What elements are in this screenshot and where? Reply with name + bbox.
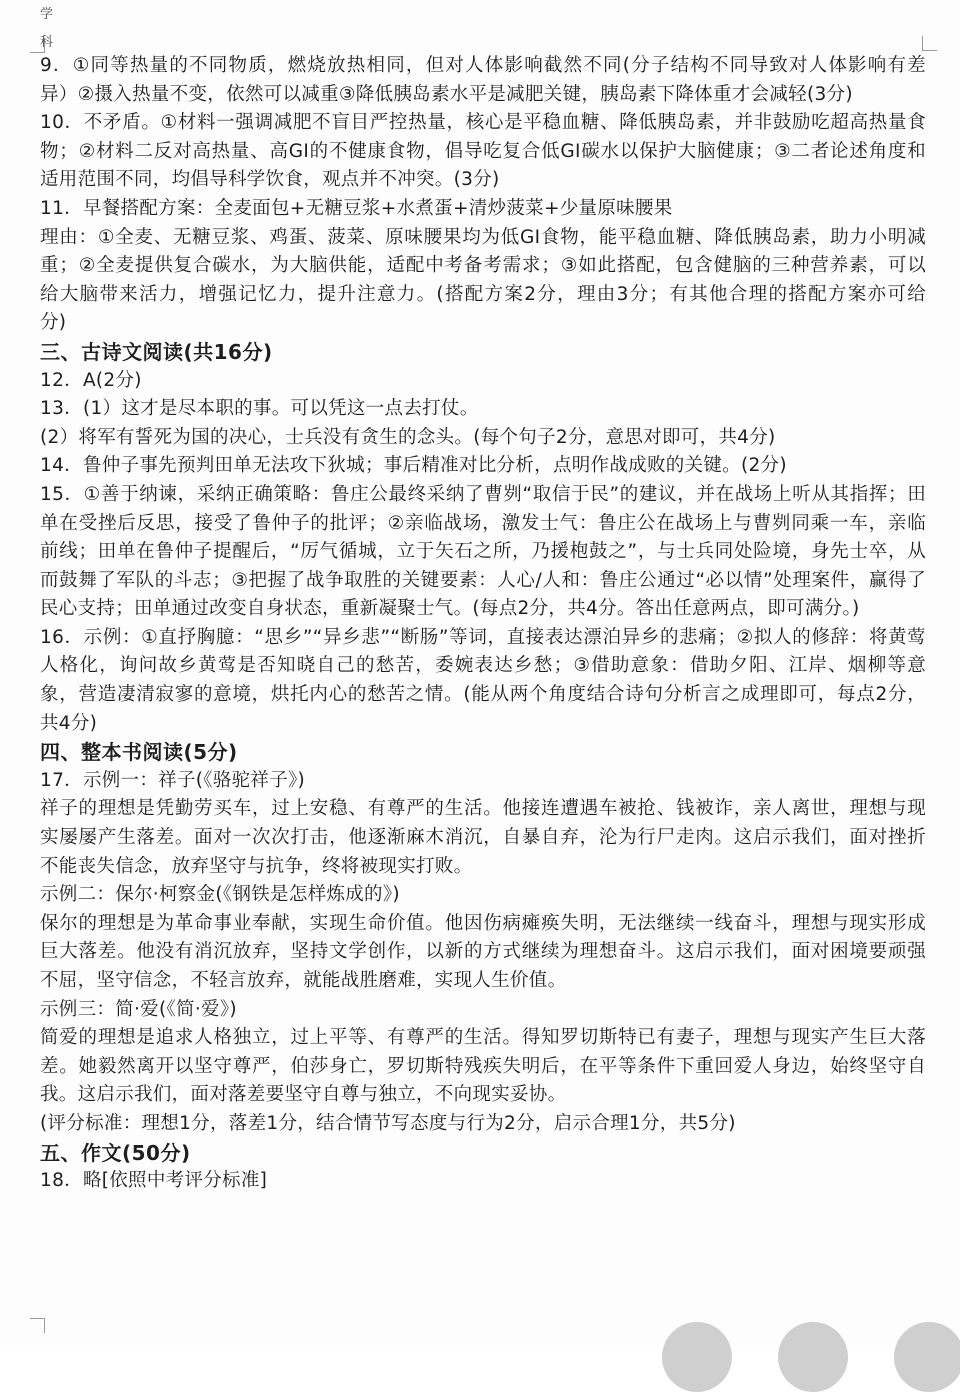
text-line: 不能丧失信念，放弃坚守与抗争，终将被现实打败。 xyxy=(40,855,473,877)
text-line: 物；②材料二反对高热量、高GI的不健康食物，倡导吃复合低GI碳水以保护大脑健康；③二者论述角度和 xyxy=(40,140,926,162)
text-line: (2）将军有誓死为国的决心，士兵没有贪生的念头。(每个句子2分，意思对即可，共4分) xyxy=(40,426,776,448)
text-line: 18．略[依照中考评分标准] xyxy=(40,1170,268,1192)
floating-button-1[interactable] xyxy=(662,1322,732,1392)
crop-mark-bottom-left xyxy=(30,1318,45,1333)
text-line: (评分标准：理想1分，落差1分，结合情节写态度与行为2分，启示合理1分，共5分) xyxy=(40,1112,736,1134)
text-line: 民心支持；田单通过改变自身状态，重新凝聚士气。(每点2分，共4分。答出任意两点，即可满分。) xyxy=(40,598,860,620)
text-line: 15．①善于纳谏，采纳正确策略：鲁庄公最终采纳了曹刿“取信于民”的建议，并在战场上听从其指挥；田 xyxy=(40,483,926,505)
text-line: 16．示例：①直抒胸臆：“思乡”“异乡悲”“断肠”等词，直接表达漂泊异乡的悲痛；②拟人的修辞：将黄莺 xyxy=(40,626,926,648)
text-line: 保尔的理想是为革命事业奉献，实现生命价值。他因伤病瘫痪失明，无法继续一线奋斗，理想与现实形成 xyxy=(40,912,926,934)
section-heading: 三、古诗文阅读(共16分) xyxy=(40,339,273,364)
text-line: 差。她毅然离开以坚守尊严，伯莎身亡，罗切斯特残疾失明后，在平等条件下重回爱人身边，始终坚守自 xyxy=(40,1055,926,1077)
floating-button-3[interactable] xyxy=(894,1322,960,1392)
text-line: 10．不矛盾。①材料一强调减肥不盲目严控热量，核心是平稳血糖、降低胰岛素，并非鼓励吃超高热量食 xyxy=(40,112,926,134)
text-line: 我。这启示我们，面对落差要坚守自尊与独立，不向现实妥协。 xyxy=(40,1084,567,1106)
text-line: 象，营造凄清寂寥的意境，烘托内心的愁苦之情。(能从两个角度结合诗句分析言之成理即可，每点2分， xyxy=(40,684,926,706)
text-line: 13．(1）这才是尽本职的事。可以凭这一点去打仗。 xyxy=(40,398,479,420)
text-line: 不屈，坚守信念，不轻言放弃，就能战胜磨难，实现人生价值。 xyxy=(40,970,567,991)
text-line: 异）②摄入热量不变，依然可以减重③降低胰岛素水平是减肥关键，胰岛素下降体重才会减轻(3分) xyxy=(40,83,853,105)
text-line: 17．示例一：祥子(《骆驼祥子》) xyxy=(40,769,306,791)
text-line: 示例三：简·爱(《简·爱》) xyxy=(40,998,237,1020)
watermark-char-1: 学 xyxy=(40,7,54,22)
answer-key-body xyxy=(40,52,926,1196)
text-line: 9．①同等热量的不同物质，燃烧放热相同，但对人体影响截然不同(分子结构不同导致对人体影响有差 xyxy=(40,55,926,76)
text-line: 给大脑带来活力，增强记忆力，提升注意力。(搭配方案2分，理由3分；有其他合理的搭配方案亦可给 xyxy=(40,283,926,305)
text-line: 共4分) xyxy=(40,712,98,734)
text-line: 适用范围不同，均倡导科学饮食，观点并不冲突。(3分) xyxy=(40,169,500,191)
text-line: 祥子的理想是凭勤劳买车，过上安稳、有尊严的生活。他接连遭遇车被抢、钱被诈，亲人离世，理想与现 xyxy=(40,798,926,820)
text-line: 人格化，询问故乡黄莺是否知晓自己的愁苦，委婉表达乡愁；③借助意象：借助夕阳、江岸、烟柳等意 xyxy=(40,655,926,677)
text-line: 示例二：保尔·柯察金(《钢铁是怎样炼成的》) xyxy=(40,884,400,906)
floating-button-2[interactable] xyxy=(778,1322,848,1392)
text-line: 简爱的理想是追求人格独立，过上平等、有尊严的生活。得知罗切斯特已有妻子，理想与现实产生巨大落 xyxy=(40,1027,926,1049)
section-heading: 四、整本书阅读(5分) xyxy=(40,740,238,765)
text-line: 11．早餐搭配方案：全麦面包+无糖豆浆+水煮蛋+清炒菠菜+少量原味腰果 xyxy=(40,197,673,219)
text-line: 分) xyxy=(40,312,67,334)
text-line: 实屡屡产生落差。面对一次次打击，他逐渐麻木消沉，自暴自弃，沦为行尸走肉。这启示我们，面对挫折 xyxy=(40,827,926,849)
text-line: 而鼓舞了军队的斗志；③把握了战争取胜的关键要素：人心/人和：鲁庄公通过“必以情”处理案件，赢得了 xyxy=(40,569,926,591)
crop-mark-top-right xyxy=(922,36,937,51)
section-heading: 五、作文(50分) xyxy=(40,1140,191,1165)
text-line: 12．A(2分) xyxy=(40,369,142,391)
text-line: 巨大落差。他没有消沉放弃，坚持文学创作，以新的方式继续为理想奋斗。这启示我们，面对困境要顽强 xyxy=(40,941,926,963)
watermark-char-2: 科 xyxy=(40,35,54,50)
text-line: 重；②全麦提供复合碳水，为大脑供能，适配中考备考需求；③如此搭配，包含健脑的三种营养素，可以 xyxy=(40,255,926,277)
text-line: 单在受挫后反思，接受了鲁仲子的批评；②亲临战场，激发士气：鲁庄公在战场上与曹刿同乘一车，亲临 xyxy=(40,512,926,534)
text-line: 理由：①全麦、无糖豆浆、鸡蛋、菠菜、原味腰果均为低GI食物，能平稳血糖、降低胰岛素，助力小明减 xyxy=(40,226,926,248)
text-line: 14．鲁仲子事先预判田单无法攻下狄城；事后精准对比分析，点明作战成败的关键。(2分) xyxy=(40,455,787,477)
text-line: 前线；田单在鲁仲子提醒后，“厉气循城，立于矢石之所，乃援枹鼓之”，与士兵同处险境，身先士卒，从 xyxy=(40,541,926,563)
